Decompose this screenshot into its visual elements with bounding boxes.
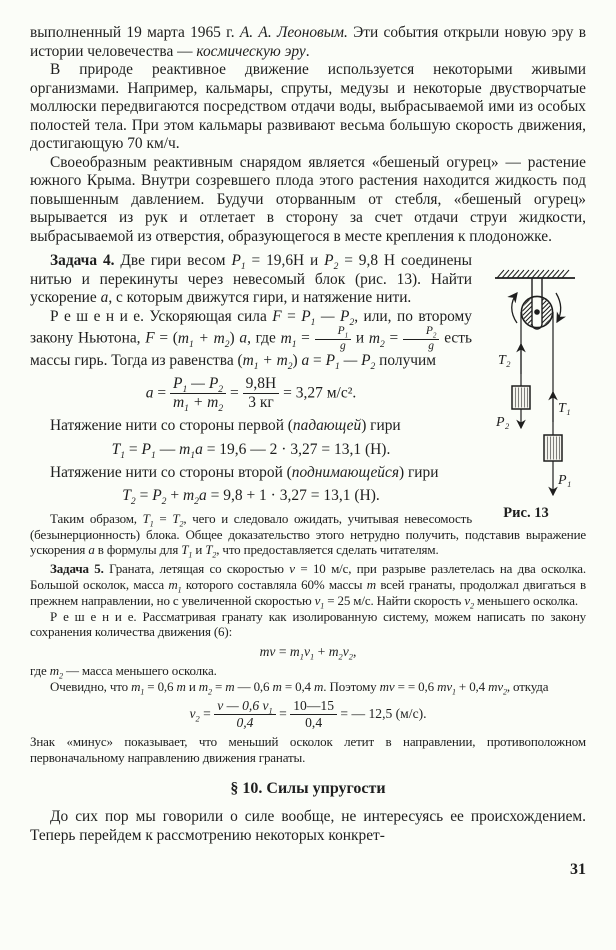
tension-1-line: Натяжение нити со стороны первой (падающей) гири xyxy=(50,417,401,435)
tension-2-line: Натяжение нити со стороны второй (поднимающейся) гири xyxy=(50,463,439,481)
paragraph-nature: В природе реактивное движение используется некоторыми живыми организмами. Например, кальмары, спруты, медузы и некоторые двустворчатые моллюски передвигаются посредством отдачи воды, выбрасываемой ими из особых полостей тела. При этом кальмары развивают весьма большую скорость движения, достигающую 70 км/ч. xyxy=(30,61,586,152)
problem-4-section xyxy=(30,252,586,521)
figure-caption: Рис. 13 xyxy=(503,505,549,521)
formula-momentum: mv = $m_1v_1 + m_2v_2$, xyxy=(259,644,357,662)
paragraph-thus: Таким образом, $T_1 = T_2$, чего и следовало ожидать, учитывая невесомость (безынерционность) блока. Общее доказательство этого нетрудно получить, подставив выражение ускорения a в формулы для $T_1$ и $T_2$, что предоставляется сделать читателям. xyxy=(30,510,586,560)
pulley-diagram xyxy=(480,262,586,500)
ceiling xyxy=(495,270,575,278)
paragraph-intro: выполненный 19 марта 1965 г. А. А. Леоновым. Эти события открыли новую эру в истории человечества — космическую эру. xyxy=(30,24,587,60)
paragraph-minus-sign: Знак «минус» показывает, что меньший осколок летит в направлении, противоположном первоначальному направлению движения гранаты. xyxy=(30,734,586,766)
weight-1 xyxy=(544,435,562,461)
paragraph-where: где $m_2$ — масса меньшего осколка. xyxy=(30,663,217,681)
formula-tension-2: $T_2 = P_2 + m_2a = 9,8 + 1 \cdot 3,27 = 13,1$ (Н). xyxy=(122,487,380,508)
label-p2: P₂ xyxy=(496,415,510,430)
paragraph-elasticity-intro: До сих пор мы говорили о силе вообще, не интересуясь ее происхождением. Теперь перейдем к рассмотрению некоторых конкрет- xyxy=(30,808,586,844)
pulley xyxy=(486,278,580,335)
label-t1: T₁ xyxy=(558,401,571,416)
formula-acceleration: a = $\frac{P_1 — P_2}{m_1 + m_2}$ = $\frac{9,8Н}{3 кг}$ = 3,27 м/с². xyxy=(145,374,357,414)
formula-v2: $v_2$ = $\frac{v — 0,6 v_1}{0,4}$ = $\frac{10—15}{0,4}$ = — 12,5 (м/с). xyxy=(189,697,427,731)
formula-tension-1: $T_1 = P_1$ — $m_1a = 19,6$ — 2 · 3,27 = 13,1 (Н). xyxy=(111,440,391,461)
problem-4-solution: Р е ш е н и е. Ускоряющая сила $F = P_1$ — $P_2$, или, по второму закону Ньютона, $F = (m_1 + m_2)$ a, где $m_1$ = $\frac{P_1}{g}$ и $m_2$ = $\frac{P_2}{g}$ есть массы гирь. Тогда из равенства $(m_1 + m_2) a = P_1$ — $P_2$ получим xyxy=(30,307,472,373)
page-number: 31 xyxy=(570,861,586,879)
problem-5-statement: Задача 5. Граната, летящая со скоростью v = 10 м/с, при разрыве разлетелась на два осколка. Большой осколок, масса $m_1$ которого составляла 60% массы m всей гранаты, продолжал двигаться в прежнем направлении, но с увеличенной скоростью $v_1 = 25$ м/с. Найти скорость $v_2$ меньшего осколка. xyxy=(30,561,587,611)
figure-13 xyxy=(480,262,586,522)
weight-2 xyxy=(512,386,530,409)
problem-4-statement: Задача 4. Две гири весом $P_1 = 19,6Н$ и $P_2 = 9,8$ Н соединены нитью и перекинуты через невесомый блок (рис. 13). Найти ускорение a, с которым движутся гири, и натяжение нити. xyxy=(30,252,472,306)
problem-5-solution: Р е ш е н и е. Рассматривая гранату как изолированную систему, можем написать по закону сохранения количества движения (6): xyxy=(30,608,586,640)
pulley-axle xyxy=(534,309,540,315)
rotation-arrow-left xyxy=(512,293,517,323)
label-t2: T₂ xyxy=(498,353,511,368)
rotation-arrow-right xyxy=(556,293,561,322)
section-heading: § 10. Силы упругости xyxy=(230,780,386,798)
paragraph-obvious: Очевидно, что $m_1 = 0,6$ m и $m_2 = m$ — 0,6 m = 0,4 m. Поэтому mv = = 0,6 $mv_1 + 0,4$ $mv_2$, откуда xyxy=(50,679,549,697)
paragraph-cucumber: Своеобразным реактивным снарядом является «бешеный огурец» — растение южного Крыма. Внутри созревшего плода этого растения находится жидкость под повышенным давлением. Будучи оторванным от стебля, «бешеный огурец» вырывается из рук и отлетает в сторону за счет отдачи струи жидкости, выбрасываемой из отверстия, образующегося в месте крепления к плодоножке. xyxy=(30,153,586,245)
right-string-assembly xyxy=(544,312,571,495)
label-p1: P₁ xyxy=(558,473,572,488)
left-string-assembly xyxy=(495,312,530,430)
